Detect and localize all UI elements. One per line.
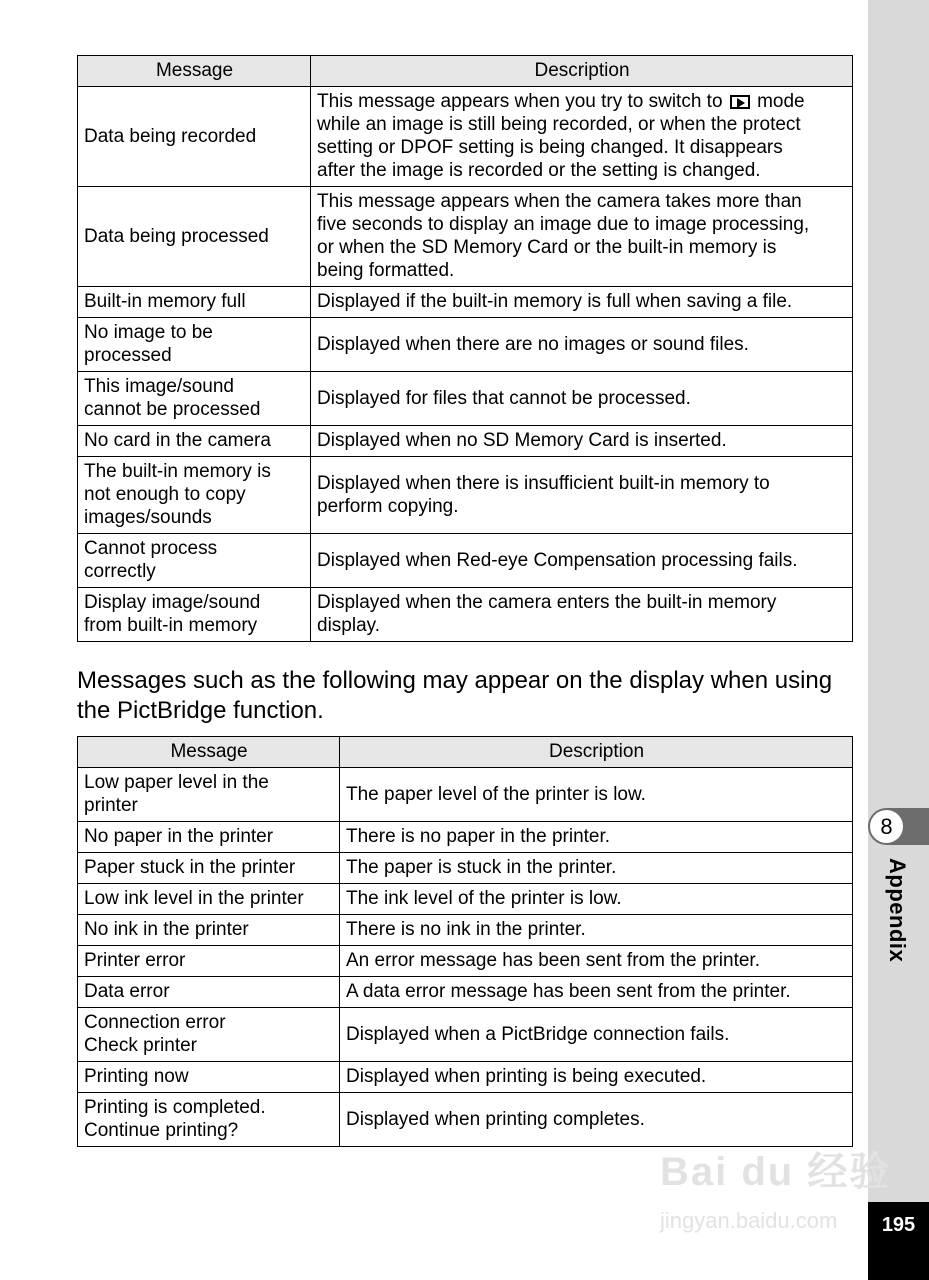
message-cell: Printing now	[78, 1062, 340, 1093]
chapter-number: 8	[870, 810, 903, 843]
description-cell: An error message has been sent from the printer.	[340, 946, 853, 977]
description-cell: Displayed when the camera enters the built-in memory display.	[311, 588, 853, 642]
description-cell: Displayed if the built-in memory is full when saving a file.	[311, 287, 853, 318]
description-cell: Displayed when printing completes.	[340, 1093, 853, 1147]
message-cell: No card in the camera	[78, 426, 311, 457]
watermark-url: jingyan.baidu.com	[660, 1208, 838, 1233]
header-description: Description	[311, 56, 853, 87]
chapter-title: Appendix	[885, 858, 910, 963]
playback-icon	[730, 95, 750, 109]
description-cell: There is no paper in the printer.	[340, 822, 853, 853]
description-cell: A data error message has been sent from the printer.	[340, 977, 853, 1008]
table-row	[78, 372, 853, 426]
description-cell: Displayed when printing is being executed.	[340, 1062, 853, 1093]
watermark-logo: Bai du 经验	[660, 1150, 892, 1194]
description-text: This message appears when you try to switch to	[317, 91, 723, 112]
message-cell: Data being processed	[78, 187, 311, 287]
table-row	[78, 534, 853, 588]
table-row	[78, 87, 853, 187]
table-row	[78, 884, 853, 915]
table-header-row	[78, 737, 853, 768]
table-row	[78, 1062, 853, 1093]
message-cell: No paper in the printer	[78, 822, 340, 853]
table-row	[78, 977, 853, 1008]
description-cell: The paper level of the printer is low.	[340, 768, 853, 822]
header-description: Description	[340, 737, 853, 768]
description-cell: There is no ink in the printer.	[340, 915, 853, 946]
header-message: Message	[78, 737, 340, 768]
pictbridge-intro: Messages such as the following may appear on the display when using the PictBridge function.	[77, 667, 833, 724]
description-cell: Displayed for files that cannot be processed.	[311, 372, 853, 426]
message-cell: Cannot process correctly	[78, 534, 311, 588]
description-cell: Displayed when there are no images or sound files.	[311, 318, 853, 372]
table-row	[78, 768, 853, 822]
message-cell: Data being recorded	[78, 87, 311, 187]
page-number: 195	[868, 1202, 929, 1280]
table-row	[78, 187, 853, 287]
pictbridge-messages-table	[77, 736, 853, 1147]
message-cell: Display image/sound from built-in memory	[78, 588, 311, 642]
table-row	[78, 588, 853, 642]
message-cell: Printing is completed. Continue printing?	[78, 1093, 340, 1147]
table-row	[78, 915, 853, 946]
message-cell: No image to be processed	[78, 318, 311, 372]
message-cell: Printer error	[78, 946, 340, 977]
table-row	[78, 853, 853, 884]
table-row	[78, 1008, 853, 1062]
description-cell: Displayed when there is insufficient built-in memory to perform copying.	[311, 457, 853, 534]
table-row	[78, 426, 853, 457]
message-cell: Built-in memory full	[78, 287, 311, 318]
description-cell: Displayed when Red-eye Compensation processing fails.	[311, 534, 853, 588]
description-cell: The paper is stuck in the printer.	[340, 853, 853, 884]
message-cell: Data error	[78, 977, 340, 1008]
message-cell: Paper stuck in the printer	[78, 853, 340, 884]
description-cell: This message appears when the camera takes more than five seconds to display an image due to image processing, or when the SD Memory Card or the built-in memory is being formatted.	[311, 187, 853, 287]
description-text: mode while an image is still being recorded, or when the protect setting or DPOF setting is being changed. It disappears after the image is recorded or the setting is changed.	[317, 91, 805, 181]
description-cell: Displayed when a PictBridge connection fails.	[340, 1008, 853, 1062]
table-row	[78, 1093, 853, 1147]
message-cell: This image/sound cannot be processed	[78, 372, 311, 426]
table-header-row	[78, 56, 853, 87]
message-cell: Low ink level in the printer	[78, 884, 340, 915]
message-cell: No ink in the printer	[78, 915, 340, 946]
chapter-sidebar	[868, 0, 929, 1280]
table-row	[78, 946, 853, 977]
table-row	[78, 822, 853, 853]
message-cell: Low paper level in the printer	[78, 768, 340, 822]
description-cell: The ink level of the printer is low.	[340, 884, 853, 915]
header-message: Message	[78, 56, 311, 87]
table-row	[78, 287, 853, 318]
table-row	[78, 457, 853, 534]
description-cell	[311, 87, 853, 187]
table-row	[78, 318, 853, 372]
message-cell: The built-in memory is not enough to copy images/sounds	[78, 457, 311, 534]
description-cell: Displayed when no SD Memory Card is inserted.	[311, 426, 853, 457]
message-cell: Connection error Check printer	[78, 1008, 340, 1062]
error-messages-table	[77, 55, 853, 642]
